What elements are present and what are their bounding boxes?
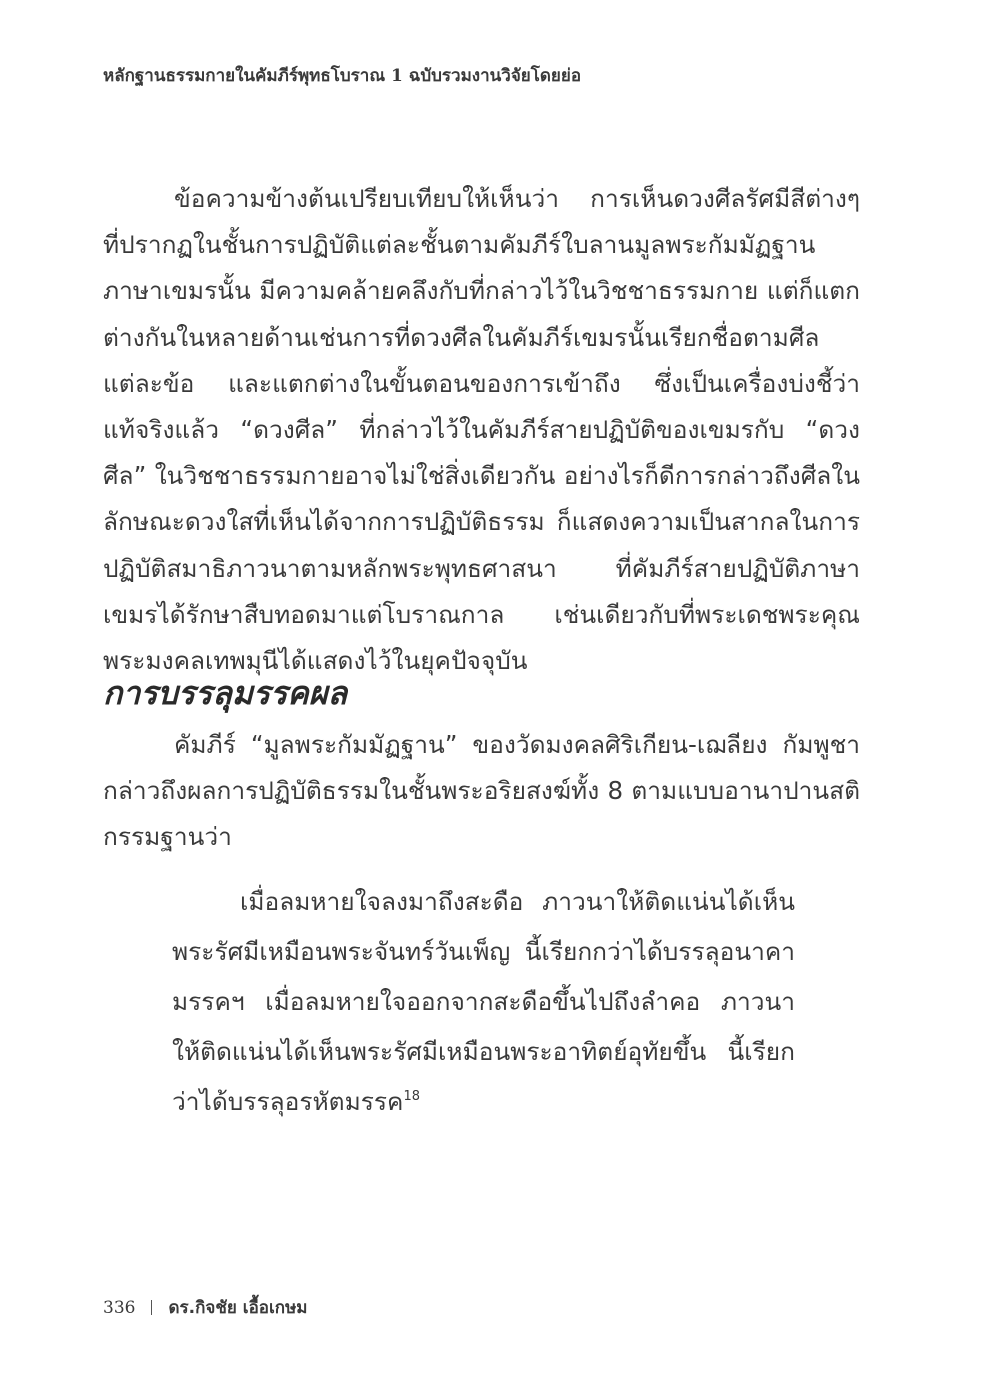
footer-separator [151, 1300, 152, 1315]
page-number: 336 [103, 1298, 136, 1318]
block-quote-text: เมื่อลมหายใจลงมาถึงสะดือ ภาวนาให้ติดแน่นได้เห็นพระรัศมีเหมือนพระจันทร์วันเพ็ญ นี้เรียกกว่าได้บรรลุอนาคามรรคฯ เมื่อลมหายใจออกจากสะดือขึ้นไปถึงลำคอ ภาวนาให้ติดแน่นได้เห็นพระรัศมีเหมือนพระอาทิตย์อุทัยขึ้น นี้เรียกว่าได้บรรลุอรหัตมรรค [172, 887, 795, 1116]
section-heading: การบรรลุมรรคผล [103, 674, 348, 712]
author-name: ดร.กิจชัย เอื้อเกษม [168, 1298, 308, 1318]
running-header: หลักฐานธรรมกายในคัมภีร์พุทธโบราณ 1 ฉบับรวมงานวิจัยโดยย่อ [103, 66, 582, 86]
block-quote [172, 877, 795, 1127]
footnote-marker[interactable]: 18 [403, 1089, 420, 1104]
body-paragraph: ข้อความข้างต้นเปรียบเทียบให้เห็นว่า การเห็นดวงศีลรัศมีสีต่างๆ ที่ปรากฏในชั้นการปฏิบัติแต่ละชั้นตามคัมภีร์ใบลานมูลพระกัมมัฏฐานภาษาเขมรนั้น มีความคล้ายคลึงกับที่กล่าวไว้ในวิชชาธรรมกาย แต่ก็แตกต่างกันในหลายด้านเช่นการที่ดวงศีลในคัมภีร์เขมรนั้นเรียกชื่อตามศีลแต่ละข้อ และแตกต่างในขั้นตอนของการเข้าถึง ซึ่งเป็นเครื่องบ่งชี้ว่า แท้จริงแล้ว “ดวงศีล” ที่กล่าวไว้ในคัมภีร์สายปฏิบัติของเขมรกับ “ดวงศีล” ในวิชชาธรรมกายอาจไม่ใช่สิ่งเดียวกัน อย่างไรก็ดีการกล่าวถึงศีลในลักษณะดวงใสที่เห็นได้จากการปฏิบัติธรรม ก็แสดงความเป็นสากลในการปฏิบัติสมาธิภาวนาตามหลักพระพุทธศาสนา ที่คัมภีร์สายปฏิบัติภาษาเขมรได้รักษาสืบทอดมาแต่โบราณกาล เช่นเดียวกับที่พระเดชพระคุณพระมงคลเทพมุนีได้แสดงไว้ในยุคปัจจุบัน [103, 184, 860, 676]
page-footer [103, 1294, 308, 1321]
body-paragraph: คัมภีร์ “มูลพระกัมมัฏฐาน” ของวัดมงคลศิริเกียน-เฌลียง กัมพูชา กล่าวถึงผลการปฏิบัติธรรมในชั้นพระอริยสงฆ์ทั้ง 8 ตามแบบอานาปานสติกรรมฐานว่า [103, 730, 860, 852]
